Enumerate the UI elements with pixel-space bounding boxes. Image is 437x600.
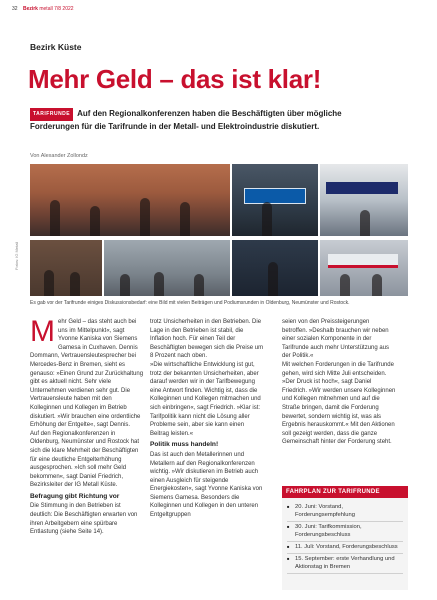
body-paragraph: »Die wirtschaftliche Entwicklung ist gut, trotz der bekannten Unsicherheiten, aber darauf werden wir in der Tarifbewegung eine Antwort finden. Wichtig ist, dass die Kolleginnen und Kollegen mitmachen und sich einbringen«, sagt Friedrich. »Klar ist: Tarifpolitik kann nicht die Lösung aller Probleme sein, aber sie kann einen Beitrag leisten.« — [150, 361, 261, 437]
person-figure — [70, 272, 80, 296]
person-figure — [180, 202, 190, 236]
person-figure — [120, 274, 130, 296]
photo-caption: Es gab vor der Tarifrunde einiges Diskussionsbedarf: eine Bild mit vielen Beiträgen und Podiumsrunden in Oldenburg, Neumünster und Rostock. — [30, 300, 350, 306]
article-column-1 — [30, 315, 144, 537]
schedule-item: ■ 11. Juli: Vorstand, Forderungsbeschluss — [287, 542, 403, 554]
person-figure — [372, 274, 382, 296]
topic-tag: TARIFRUNDE — [30, 108, 73, 121]
person-figure — [340, 274, 350, 296]
info-box-title: FAHRPLAN ZUR TARIFRUNDE — [282, 486, 408, 498]
person-figure — [44, 270, 54, 296]
person-figure — [90, 206, 100, 236]
protest-banner — [326, 182, 398, 194]
schedule-item: ■ 20. Juni: Vorstand, Forderungsempfehlung — [287, 502, 403, 522]
section-label: Bezirk — [22, 6, 38, 12]
protest-banner — [244, 188, 306, 204]
subheading: Befragung gibt Richtung vor — [30, 492, 120, 500]
photo-conference-hall — [320, 164, 408, 236]
protest-banner — [328, 254, 398, 268]
schedule-item: ■ 30. Juni: Tarifkommission, Forderungsbeschluss — [287, 522, 403, 542]
photo-banner-protest — [232, 164, 318, 236]
photo-speaker — [232, 240, 318, 296]
issue-label: metall 7/8 2022 — [39, 6, 74, 12]
person-figure — [268, 262, 278, 296]
photo-group-banner — [320, 240, 408, 296]
body-paragraph: seien von den Preissteigerungen betroffen. »Deshalb brauchen wir neben einer sozialen Komponente in der Tarifrunde auch mehr Unterstützung aus der Politik.« — [282, 319, 390, 360]
body-paragraph: Mit welchen Forderungen in die Tarifrunde gehen, wird sich Mitte Juli entscheiden. »Der Druck ist hoch«, sagt Daniel Friedrich. »Wir werden unsere Kolleginnen und Kollegen mitnehmen und auf die Straße bringen, damit die Forderung bewertet, sondern wichtig ist, was als Ergebnis herauskommt.« Mit den Aktionen soll gezeigt werden, dass die ganze Gemeinschaft hinter der Forderung steht. — [282, 361, 396, 446]
schedule-list — [282, 498, 408, 574]
body-paragraph: Das ist auch den Metallerinnen und Metallern auf den Regionalkonferenzen wichtig. »Wir diskutieren im Betrieb auch einen Ausgleich für steigende Energiekosten«, sagt Yvonne Kaniska von Siemens Gamesa. Besonders die Kolleginnen und Kollegen in den unteren Entgeltgruppen — [150, 451, 263, 519]
schedule-item: ■ 15. September: erste Verhandlung und Aktionstag in Bremen — [287, 554, 403, 574]
lead-paragraph — [30, 108, 360, 132]
body-paragraph: ehr Geld – das steht auch bei uns im Mittelpunkt«, sagt Yvonne Kaniska von Siemens Gamesa in Cuxhaven. Dennis Dommann, Vertrauensleutesprecher bei Mercedes-Benz in Bremen, sieht es genauso: »Einen Grund zur Zurückhaltung gibt es aktuell nicht. Sehr viele Unternehmen verdienen sehr gut. Die Vertrauensleute haben mit den Kolleginnen und Kollegen im Betrieb diskutiert. »Wir brauchen eine ordentliche Erhöhung der Entgelte«, sagt Dennis. — [30, 319, 144, 429]
article-column-2 — [150, 318, 264, 520]
person-figure — [140, 198, 150, 236]
body-paragraph: Die Stimmung in den Betrieben ist deutlich: Die Beschäftigten erwarten von ihren Arbeitgebern eine spürbare Entlastung (siehe Seite 14). — [30, 503, 138, 536]
headline: Mehr Geld – das ist klar! — [28, 64, 322, 94]
article-column-3 — [282, 318, 396, 447]
person-figure — [50, 200, 60, 236]
person-figure — [360, 210, 370, 236]
byline: Von Alexander Zollondz — [30, 153, 88, 159]
drop-cap: M — [30, 315, 55, 348]
person-figure — [154, 272, 164, 296]
photo-audience — [104, 240, 230, 296]
body-paragraph: Auf den Regionalkonferenzen in Oldenburg, Neumünster und Rostock hat sich die klare Mehrheit der Beschäftigten für eine deutliche Entgelterhöhung ausgesprochen. »Ich soll mehr Geld bekommen«, sagt Daniel Friedrich, Bezirksleiter der IG Metall Küste. — [30, 430, 140, 489]
subheading: Politik muss handeln! — [150, 441, 219, 449]
lead-text: Auf den Regionalkonferenzen haben die Beschäftigten über mögliche Forderungen für die Tarifrunde in der Metall- und Elektroindustrie diskutiert. — [30, 109, 342, 131]
photo-podium — [30, 164, 230, 236]
photo-audience-left — [30, 240, 102, 296]
running-header — [12, 6, 74, 12]
info-box-schedule — [282, 486, 408, 590]
page-number: 32 — [12, 6, 18, 12]
region-label: Bezirk Küste — [30, 42, 82, 52]
person-figure — [262, 202, 272, 236]
photo-credit: Fotos: IG Metall — [14, 241, 19, 270]
body-paragraph: trotz Unsicherheiten in den Betrieben. Die Lage in den Betrieben ist stabil, die Inflation hoch. Für einen Teil der Beschäftigten bewegen sich die Preise um 8 Prozent nach oben. — [150, 319, 264, 360]
person-figure — [194, 274, 204, 296]
